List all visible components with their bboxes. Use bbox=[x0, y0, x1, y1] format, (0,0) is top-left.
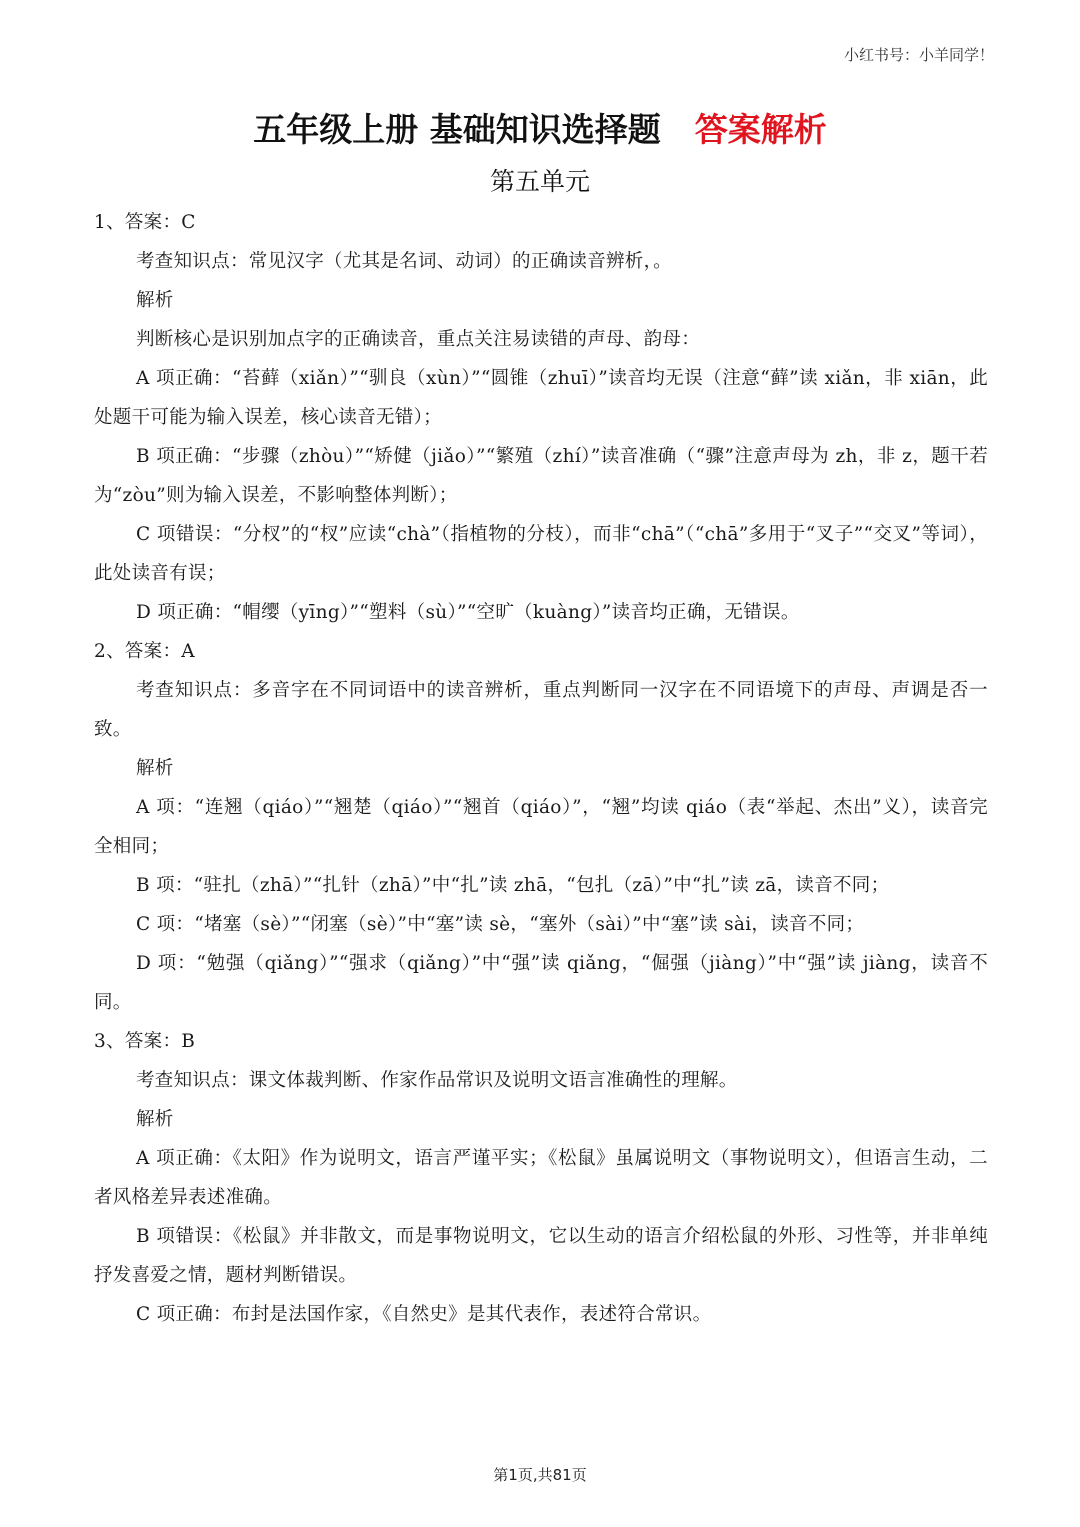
paragraph: 解析 bbox=[136, 1109, 174, 1130]
paragraph: C 项错误：“分杈”的“杈”应读“chà”（指植物的分枝），而非“chā”（“chā”多用于“叉子”“交叉”等词），此处读音有误； bbox=[94, 524, 988, 584]
title-accent: 答案解析 bbox=[694, 110, 827, 149]
paragraph: A 项：“连翘（qiáo）”“翘楚（qiáo）”“翘首（qiáo）”，“翘”均读 qiáo（表“举起、杰出”义），读音完全相同； bbox=[94, 797, 988, 857]
paragraph: 考查知识点：多音字在不同词语中的读音辨析，重点判断同一汉字在不同语境下的声母、声调是否一致。 bbox=[94, 680, 988, 740]
answer-heading: 3、答案：B bbox=[94, 1031, 196, 1052]
paragraph: B 项正确：“步骤（zhòu）”“矫健（jiǎo）”“繁殖（zhí）”读音准确（“骤”注意声母为 zh，非 z，题干若为“zòu”则为输入误差，不影响整体判断）； bbox=[94, 446, 988, 506]
paragraph: 考查知识点：常见汉字（尤其是名词、动词）的正确读音辨析，。 bbox=[136, 251, 672, 272]
watermark: 小红书号：小羊同学！ bbox=[843, 46, 994, 64]
paragraph: 判断核心是识别加点字的正确读音，重点关注易读错的声母、韵母： bbox=[136, 329, 701, 350]
document-body bbox=[94, 203, 988, 1334]
paragraph: C 项：“堵塞（sè）”“闭塞（sè）”中“塞”读 sè，“塞外（sài）”中“塞”读 sài，读音不同； bbox=[136, 914, 865, 935]
paragraph: 考查知识点：课文体裁判断、作家作品常识及说明文语言准确性的理解。 bbox=[136, 1070, 738, 1091]
paragraph: D 项正确：“帽缨（yīng）”“塑料（sù）”“空旷（kuàng）”读音均正确，无错误。 bbox=[136, 602, 800, 623]
answer-heading: 1、答案：C bbox=[94, 212, 196, 233]
page-title bbox=[0, 104, 1080, 151]
title-main: 五年级上册 基础知识选择题 bbox=[253, 110, 661, 149]
page-footer: 第1页,共81页 bbox=[493, 1466, 587, 1484]
paragraph: D 项：“勉强（qiǎng）”“强求（qiǎng）”中“强”读 qiǎng，“倔强（jiàng）”中“强”读 jiàng，读音不同。 bbox=[94, 953, 988, 1013]
unit-heading: 第五单元 bbox=[489, 167, 590, 196]
paragraph: A 项正确：“苔藓（xiǎn）”“驯良（xùn）”“圆锥（zhuī）”读音均无误（注意“藓”读 xiǎn，非 xiān，此处题干可能为输入误差，核心读音无错）； bbox=[94, 368, 988, 428]
answer-heading: 2、答案：A bbox=[94, 641, 195, 662]
paragraph: 解析 bbox=[136, 758, 174, 779]
paragraph: A 项正确：《太阳》作为说明文，语言严谨平实；《松鼠》虽属说明文（事物说明文），但语言生动，二者风格差异表述准确。 bbox=[94, 1148, 988, 1208]
paragraph: B 项：“驻扎（zhā）”“扎针（zhā）”中“扎”读 zhā，“包扎（zā）”中“扎”读 zā，读音不同； bbox=[136, 875, 890, 896]
paragraph: 解析 bbox=[136, 290, 174, 311]
paragraph: C 项正确：布封是法国作家，《自然史》是其代表作，表述符合常识。 bbox=[136, 1304, 712, 1325]
paragraph: B 项错误：《松鼠》并非散文，而是事物说明文，它以生动的语言介绍松鼠的外形、习性等，并非单纯抒发喜爱之情，题材判断错误。 bbox=[94, 1226, 988, 1286]
